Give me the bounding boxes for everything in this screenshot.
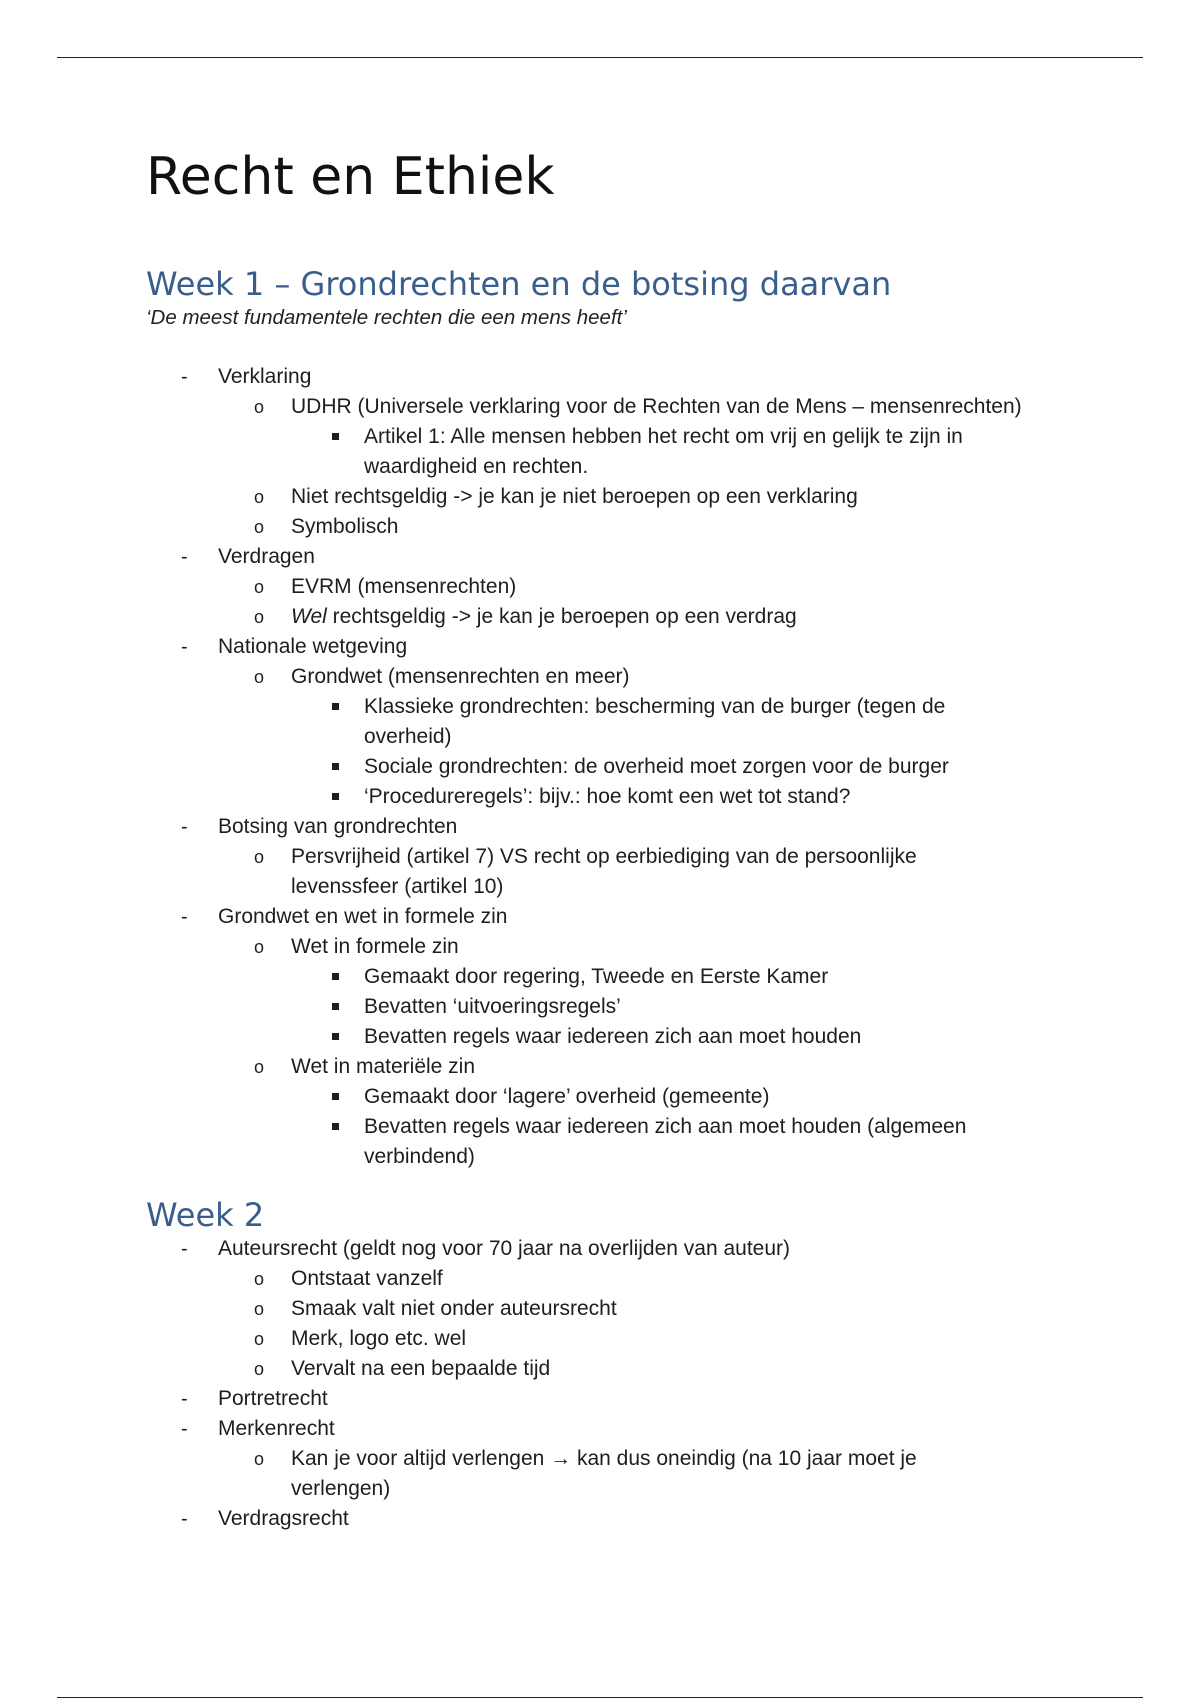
- list-item-text: levenssfeer (artikel 10): [291, 875, 504, 898]
- list-item: [146, 1082, 1086, 1112]
- list-item: [146, 1354, 1086, 1384]
- dash-bullet: -: [181, 1238, 188, 1260]
- circle-bullet: o: [254, 397, 265, 417]
- circle-bullet: o: [254, 1359, 265, 1379]
- dash-bullet: -: [181, 546, 188, 568]
- list-item-text: Merkenrecht: [218, 1417, 335, 1440]
- list-item: [146, 932, 1086, 962]
- circle-bullet: o: [254, 1299, 265, 1319]
- circle-bullet: o: [254, 667, 265, 687]
- circle-bullet: o: [254, 607, 265, 627]
- list-item-text: UDHR (Universele verklaring voor de Rechten van de Mens – mensenrechten): [291, 395, 1022, 418]
- square-bullet: [332, 973, 339, 980]
- list-item-text: Artikel 1: Alle mensen hebben het recht om vrij en gelijk te zijn in: [364, 425, 963, 448]
- list-item-text: waardigheid en rechten.: [364, 455, 589, 478]
- list-item: [146, 1052, 1086, 1082]
- circle-bullet: o: [254, 1329, 265, 1349]
- list-item-text: Symbolisch: [291, 515, 399, 538]
- circle-bullet: o: [254, 1057, 265, 1077]
- list-item: [146, 512, 1086, 542]
- circle-bullet: o: [254, 937, 265, 957]
- list-item: [146, 1414, 1086, 1444]
- dash-bullet: -: [181, 366, 188, 388]
- list-item-text: Wet in formele zin: [291, 935, 459, 958]
- square-bullet: [332, 793, 339, 800]
- list-item: [146, 1234, 1086, 1264]
- list-item-text: ‘Procedureregels’: bijv.: hoe komt een wet tot stand?: [364, 785, 851, 808]
- list-item: [146, 692, 1086, 752]
- dash-bullet: -: [181, 1388, 188, 1410]
- dash-bullet: -: [181, 1508, 188, 1530]
- dash-bullet: -: [181, 636, 188, 658]
- document-title: Recht en Ethiek: [146, 147, 555, 207]
- list-item: [146, 662, 1086, 692]
- list-item-text: Gemaakt door ‘lagere’ overheid (gemeente): [364, 1085, 770, 1108]
- list-item-text: Niet rechtsgeldig -> je kan je niet beroepen op een verklaring: [291, 485, 858, 508]
- week2-heading: Week 2: [146, 1196, 265, 1234]
- square-bullet: [332, 1003, 339, 1010]
- circle-bullet: o: [254, 487, 265, 507]
- list-item-text: rechtsgeldig -> je kan je beroepen op een verdrag: [326, 605, 797, 628]
- list-item-text: Sociale grondrechten: de overheid moet zorgen voor de burger: [364, 755, 949, 778]
- dash-bullet: -: [181, 1418, 188, 1440]
- list-item-text: Gemaakt door regering, Tweede en Eerste Kamer: [364, 965, 829, 988]
- week1-list: [146, 362, 1086, 1172]
- list-item-text: Verdragen: [218, 545, 315, 568]
- list-item: [146, 1504, 1086, 1534]
- list-item: [146, 1022, 1086, 1052]
- list-item-text: Bevatten regels waar iedereen zich aan moet houden: [364, 1025, 862, 1048]
- list-item: [146, 752, 1086, 782]
- list-item-text: Nationale wetgeving: [218, 635, 408, 658]
- list-item-text: Bevatten regels waar iedereen zich aan moet houden (algemeen: [364, 1115, 967, 1138]
- list-item-text: Smaak valt niet onder auteursrecht: [291, 1297, 617, 1320]
- header-rule: [57, 57, 1143, 58]
- list-item: [146, 842, 1086, 902]
- list-item: [146, 422, 1086, 482]
- list-item: [146, 482, 1086, 512]
- list-item: [146, 782, 1086, 812]
- dash-bullet: -: [181, 816, 188, 838]
- circle-bullet: o: [254, 1449, 265, 1469]
- list-item: [146, 1444, 1086, 1504]
- list-item-text: Merk, logo etc. wel: [291, 1327, 467, 1350]
- list-item-text: Persvrijheid (artikel 7) VS recht op eerbiediging van de persoonlijke: [291, 845, 917, 868]
- list-item: [146, 962, 1086, 992]
- square-bullet: [332, 1093, 339, 1100]
- list-item-text: Kan je voor altijd verlengen → kan dus oneindig (na 10 jaar moet je: [291, 1447, 917, 1470]
- list-item: [146, 392, 1086, 422]
- list-item-text: Botsing van grondrechten: [218, 815, 458, 838]
- circle-bullet: o: [254, 1269, 265, 1289]
- list-item: [146, 1264, 1086, 1294]
- square-bullet: [332, 1033, 339, 1040]
- circle-bullet: o: [254, 517, 265, 537]
- list-item-text: Grondwet en wet in formele zin: [218, 905, 508, 928]
- list-item: [146, 1294, 1086, 1324]
- circle-bullet: o: [254, 847, 265, 867]
- dash-bullet: -: [181, 906, 188, 928]
- list-item: [146, 542, 1086, 572]
- list-item: [146, 1112, 1086, 1172]
- list-item: [146, 362, 1086, 392]
- list-item-text: verlengen): [291, 1477, 391, 1500]
- list-item-text: EVRM (mensenrechten): [291, 575, 517, 598]
- week1-subtitle: ‘De meest fundamentele rechten die een mens heeft’: [146, 306, 627, 329]
- list-item-text: Portretrecht: [218, 1387, 328, 1410]
- list-item: [146, 572, 1086, 602]
- footer-rule: [57, 1697, 1143, 1698]
- square-bullet: [332, 1123, 339, 1130]
- list-item-text: Auteursrecht (geldt nog voor 70 jaar na overlijden van auteur): [218, 1237, 791, 1260]
- list-item: [146, 902, 1086, 932]
- list-item-text: Bevatten ‘uitvoeringsregels’: [364, 995, 621, 1018]
- list-item: [146, 812, 1086, 842]
- list-item-text: overheid): [364, 725, 452, 748]
- list-item: [146, 602, 1086, 632]
- week2-list: [146, 1234, 1086, 1534]
- list-item-text: Wet in materiële zin: [291, 1055, 476, 1078]
- week1-heading: Week 1 – Grondrechten en de botsing daarvan: [146, 265, 892, 303]
- list-item-text: Klassieke grondrechten: bescherming van de burger (tegen de: [364, 695, 946, 718]
- list-item: [146, 1384, 1086, 1414]
- list-item-text: Vervalt na een bepaalde tijd: [291, 1357, 551, 1380]
- list-item: [146, 1324, 1086, 1354]
- square-bullet: [332, 703, 339, 710]
- list-item: [146, 632, 1086, 662]
- list-item: [146, 992, 1086, 1022]
- list-item-text: Verdragsrecht: [218, 1507, 349, 1530]
- list-item-text: Ontstaat vanzelf: [291, 1267, 443, 1290]
- emphasis-text: Wel: [291, 605, 327, 628]
- list-item-text: Verklaring: [218, 365, 312, 388]
- square-bullet: [332, 433, 339, 440]
- square-bullet: [332, 763, 339, 770]
- list-item-text: Grondwet (mensenrechten en meer): [291, 665, 630, 688]
- circle-bullet: o: [254, 577, 265, 597]
- list-item-text: verbindend): [364, 1145, 475, 1168]
